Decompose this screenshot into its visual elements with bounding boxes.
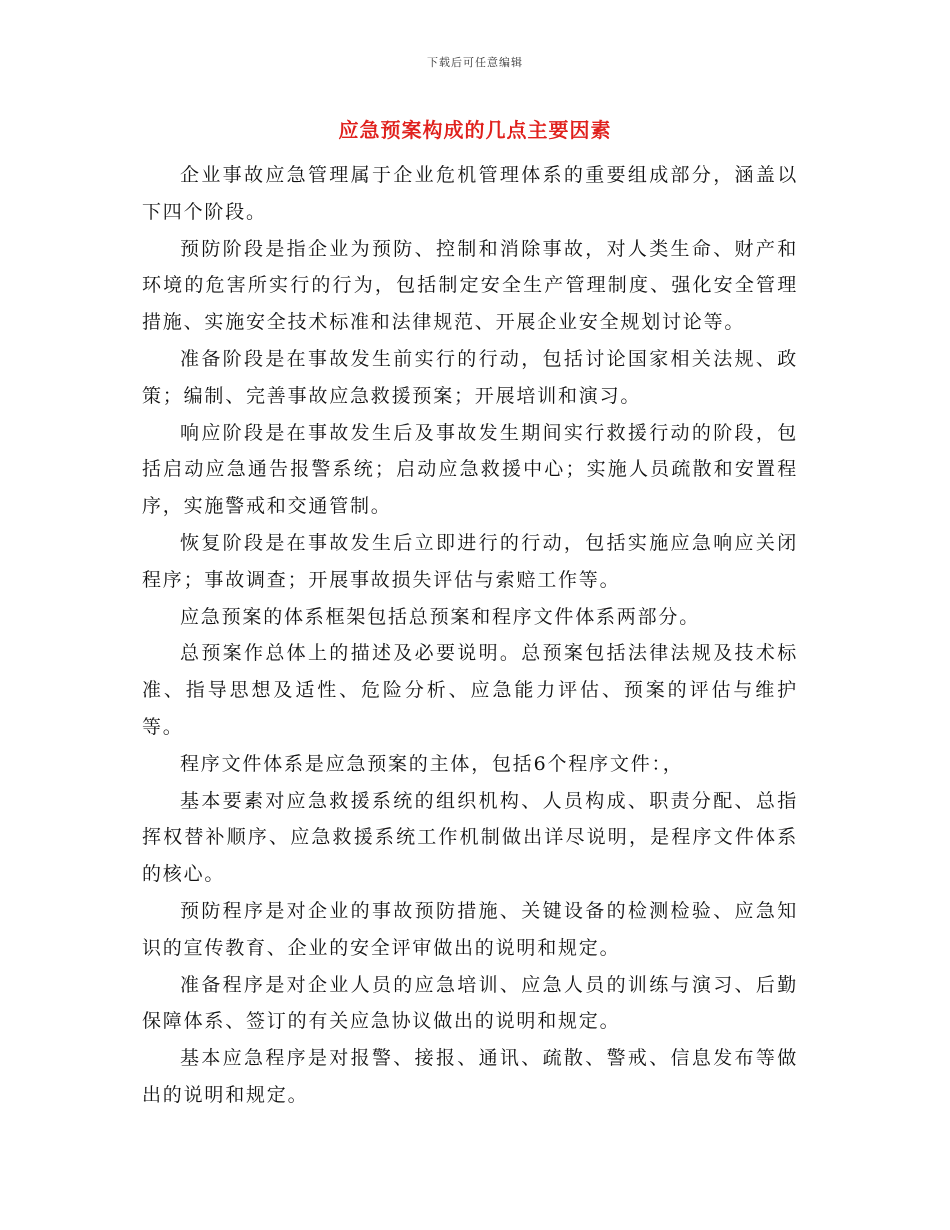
document-body [142, 157, 798, 1114]
paragraph: 程序文件体系是应急预案的主体，包括6个程序文件：， [180, 752, 684, 775]
paragraph: 预防程序是对企业的事故预防措施、关键设备的检测检验、应急知识的宣传教育、企业的安全评审做出的说明和规定。 [142, 899, 798, 959]
paragraph: 预防阶段是指企业为预防、控制和消除事故，对人类生命、财产和环境的危害所实行的行为，包括制定安全生产管理制度、强化安全管理措施、实施安全技术标准和法律规范、开展企业安全规划讨论等。 [142, 237, 798, 334]
paragraph: 准备阶段是在事故发生前实行的行动，包括讨论国家相关法规、政策；编制、完善事故应急救援预案；开展培训和演习。 [142, 347, 798, 407]
paragraph: 基本应急程序是对报警、接报、通讯、疏散、警戒、信息发布等做出的说明和规定。 [142, 1047, 798, 1106]
document-title: 应急预案构成的几点主要因素 [338, 118, 612, 142]
header-note: 下载后可任意编辑 [427, 56, 523, 69]
paragraph: 总预案作总体上的描述及必要说明。总预案包括法律法规及技术标准、指导思想及适性、危险分析、应急能力评估、预案的评估与维护等。 [142, 642, 798, 738]
paragraph: 企业事故应急管理属于企业危机管理体系的重要组成部分，涵盖以下四个阶段。 [142, 164, 798, 223]
paragraph: 应急预案的体系框架包括总预案和程序文件体系两部分。 [180, 605, 701, 628]
paragraph: 响应阶段是在事故发生后及事故发生期间实行救援行动的阶段，包括启动应急通告报警系统；启动应急救援中心；实施人员疏散和安置程序，实施警戒和交通管制。 [142, 421, 798, 518]
paragraph: 恢复阶段是在事故发生后立即进行的行动，包括实施应急响应关闭程序；事故调查；开展事故损失评估与索赔工作等。 [142, 531, 798, 591]
paragraph: 基本要素对应急救援系统的组织机构、人员构成、职责分配、总指挥权替补顺序、应急救援系统工作机制做出详尽说明，是程序文件体系的核心。 [142, 789, 798, 886]
paragraph: 准备程序是对企业人员的应急培训、应急人员的训练与演习、后勤保障体系、签订的有关应急协议做出的说明和规定。 [142, 973, 798, 1033]
